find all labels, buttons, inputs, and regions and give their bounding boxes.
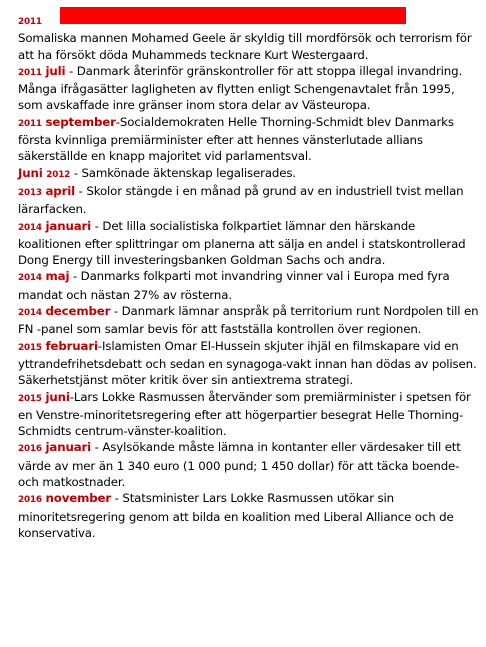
timeline (18, 12, 480, 541)
entry-text: - Danmark lämnar anspråk på territorium runt Nordpolen till en FN -panel som samlar bevis för att fastställa kontrollen över regionen. (18, 304, 479, 337)
entry-month: september (45, 114, 116, 129)
entry-text: -Islamisten Omar El-Hussein skjuter ihjäl en filmskapare vid en yttrandefrihetsdebatt och sedan en synagoga-vakt innan han dödas av polisen. Säkerhetstjänst möter kritik över sin antiextrema strategi. (18, 338, 477, 388)
timeline-entry (18, 218, 480, 269)
timeline-entry (18, 12, 480, 63)
entry-text: -Socialdemokraten Helle Thorning-Schmidt blev Danmarks första kvinnliga premiärminister efter att hennes vänsterlutade allians säkerställde en knapp majoritet vid parlamentsval. (18, 114, 454, 164)
entry-text: - Asylsökande måste lämna in kontanter eller värdesaker till ett värde av mer än 1 340 euro (1 000 pund; 1 450 dollar) för att täcka boende- och matkostnader. (18, 440, 461, 490)
entry-month: november (45, 491, 112, 506)
timeline-entry (18, 303, 480, 338)
entry-month: april (45, 183, 76, 198)
timeline-entry (18, 439, 480, 490)
timeline-entry (18, 183, 480, 218)
entry-text: - Statsminister Lars Lokke Rasmussen utökar sin minoritetsregering genom att bilda en koalition med Liberal Alliance och de konservativa. (18, 491, 454, 540)
timeline-entry (18, 114, 480, 165)
timeline-entry (18, 389, 480, 440)
entry-text: -Lars Lokke Rasmussen återvänder som premiärminister i spetsen för en Venstre-minoritetsregering efter att högerpartier besegrat Helle Thorning-Schmidts centrum-vänster-koalition. (18, 389, 471, 439)
entry-month: juni (45, 389, 70, 404)
entry-year: 2014 (18, 273, 42, 284)
entry-text: - Det lilla socialistiska folkpartiet lämnar den härskande koalitionen efter splittringar om planerna att sälja en andel i statskontrollerad Dong Energy till investeringsbanken Goldman Sachs och andra. (18, 218, 466, 268)
timeline-entry (18, 165, 480, 183)
timeline-entry (18, 490, 480, 541)
entry-month: december (45, 304, 111, 319)
entry-month: Juni (18, 165, 43, 180)
entry-text: - Samkönade äktenskap legaliserades. (70, 165, 296, 180)
entry-year: 2011 (18, 17, 42, 27)
entry-year: 2016 (18, 495, 42, 506)
entry-year: 2013 (18, 187, 42, 198)
timeline-entry (18, 338, 480, 389)
entry-text: Somaliska mannen Mohamed Geele är skyldig till mordförsök och terrorism för att ha försökt döda Muhammeds tecknare Kurt Westergaard. (18, 31, 472, 62)
entry-year: 2015 (18, 393, 42, 404)
entry-year: 2011 (18, 67, 42, 78)
timeline-entry (18, 63, 480, 114)
entry-year: 2014 (18, 308, 42, 319)
entry-text: - Skolor stängde i en månad på grund av en industriell tvist mellan lärarfacken. (18, 183, 464, 217)
entry-month: juli (45, 63, 66, 78)
entry-year: 2015 (18, 342, 42, 353)
entry-text: - Danmarks folkparti mot invandring vinner val i Europa med fyra mandat och nästan 27% av rösterna. (18, 269, 450, 302)
entry-month: januari (45, 440, 92, 455)
entry-month: februari (45, 338, 98, 353)
entry-year: 2014 (18, 222, 42, 233)
entry-month: januari (45, 218, 92, 233)
entry-year: 2012 (46, 169, 71, 180)
timeline-entry (18, 268, 480, 303)
entry-month: maj (45, 269, 70, 284)
entry-text: - Danmark återinför gränskontroller för att stoppa illegal invandring. Många ifrågasätter lagligheten av flytten enligt Schengenavtalet från 1995, som avskaffade inre gränser inom stora delar av Västeuropa. (18, 63, 463, 113)
entry-year: 2011 (18, 118, 42, 129)
entry-year: 2016 (18, 444, 42, 455)
